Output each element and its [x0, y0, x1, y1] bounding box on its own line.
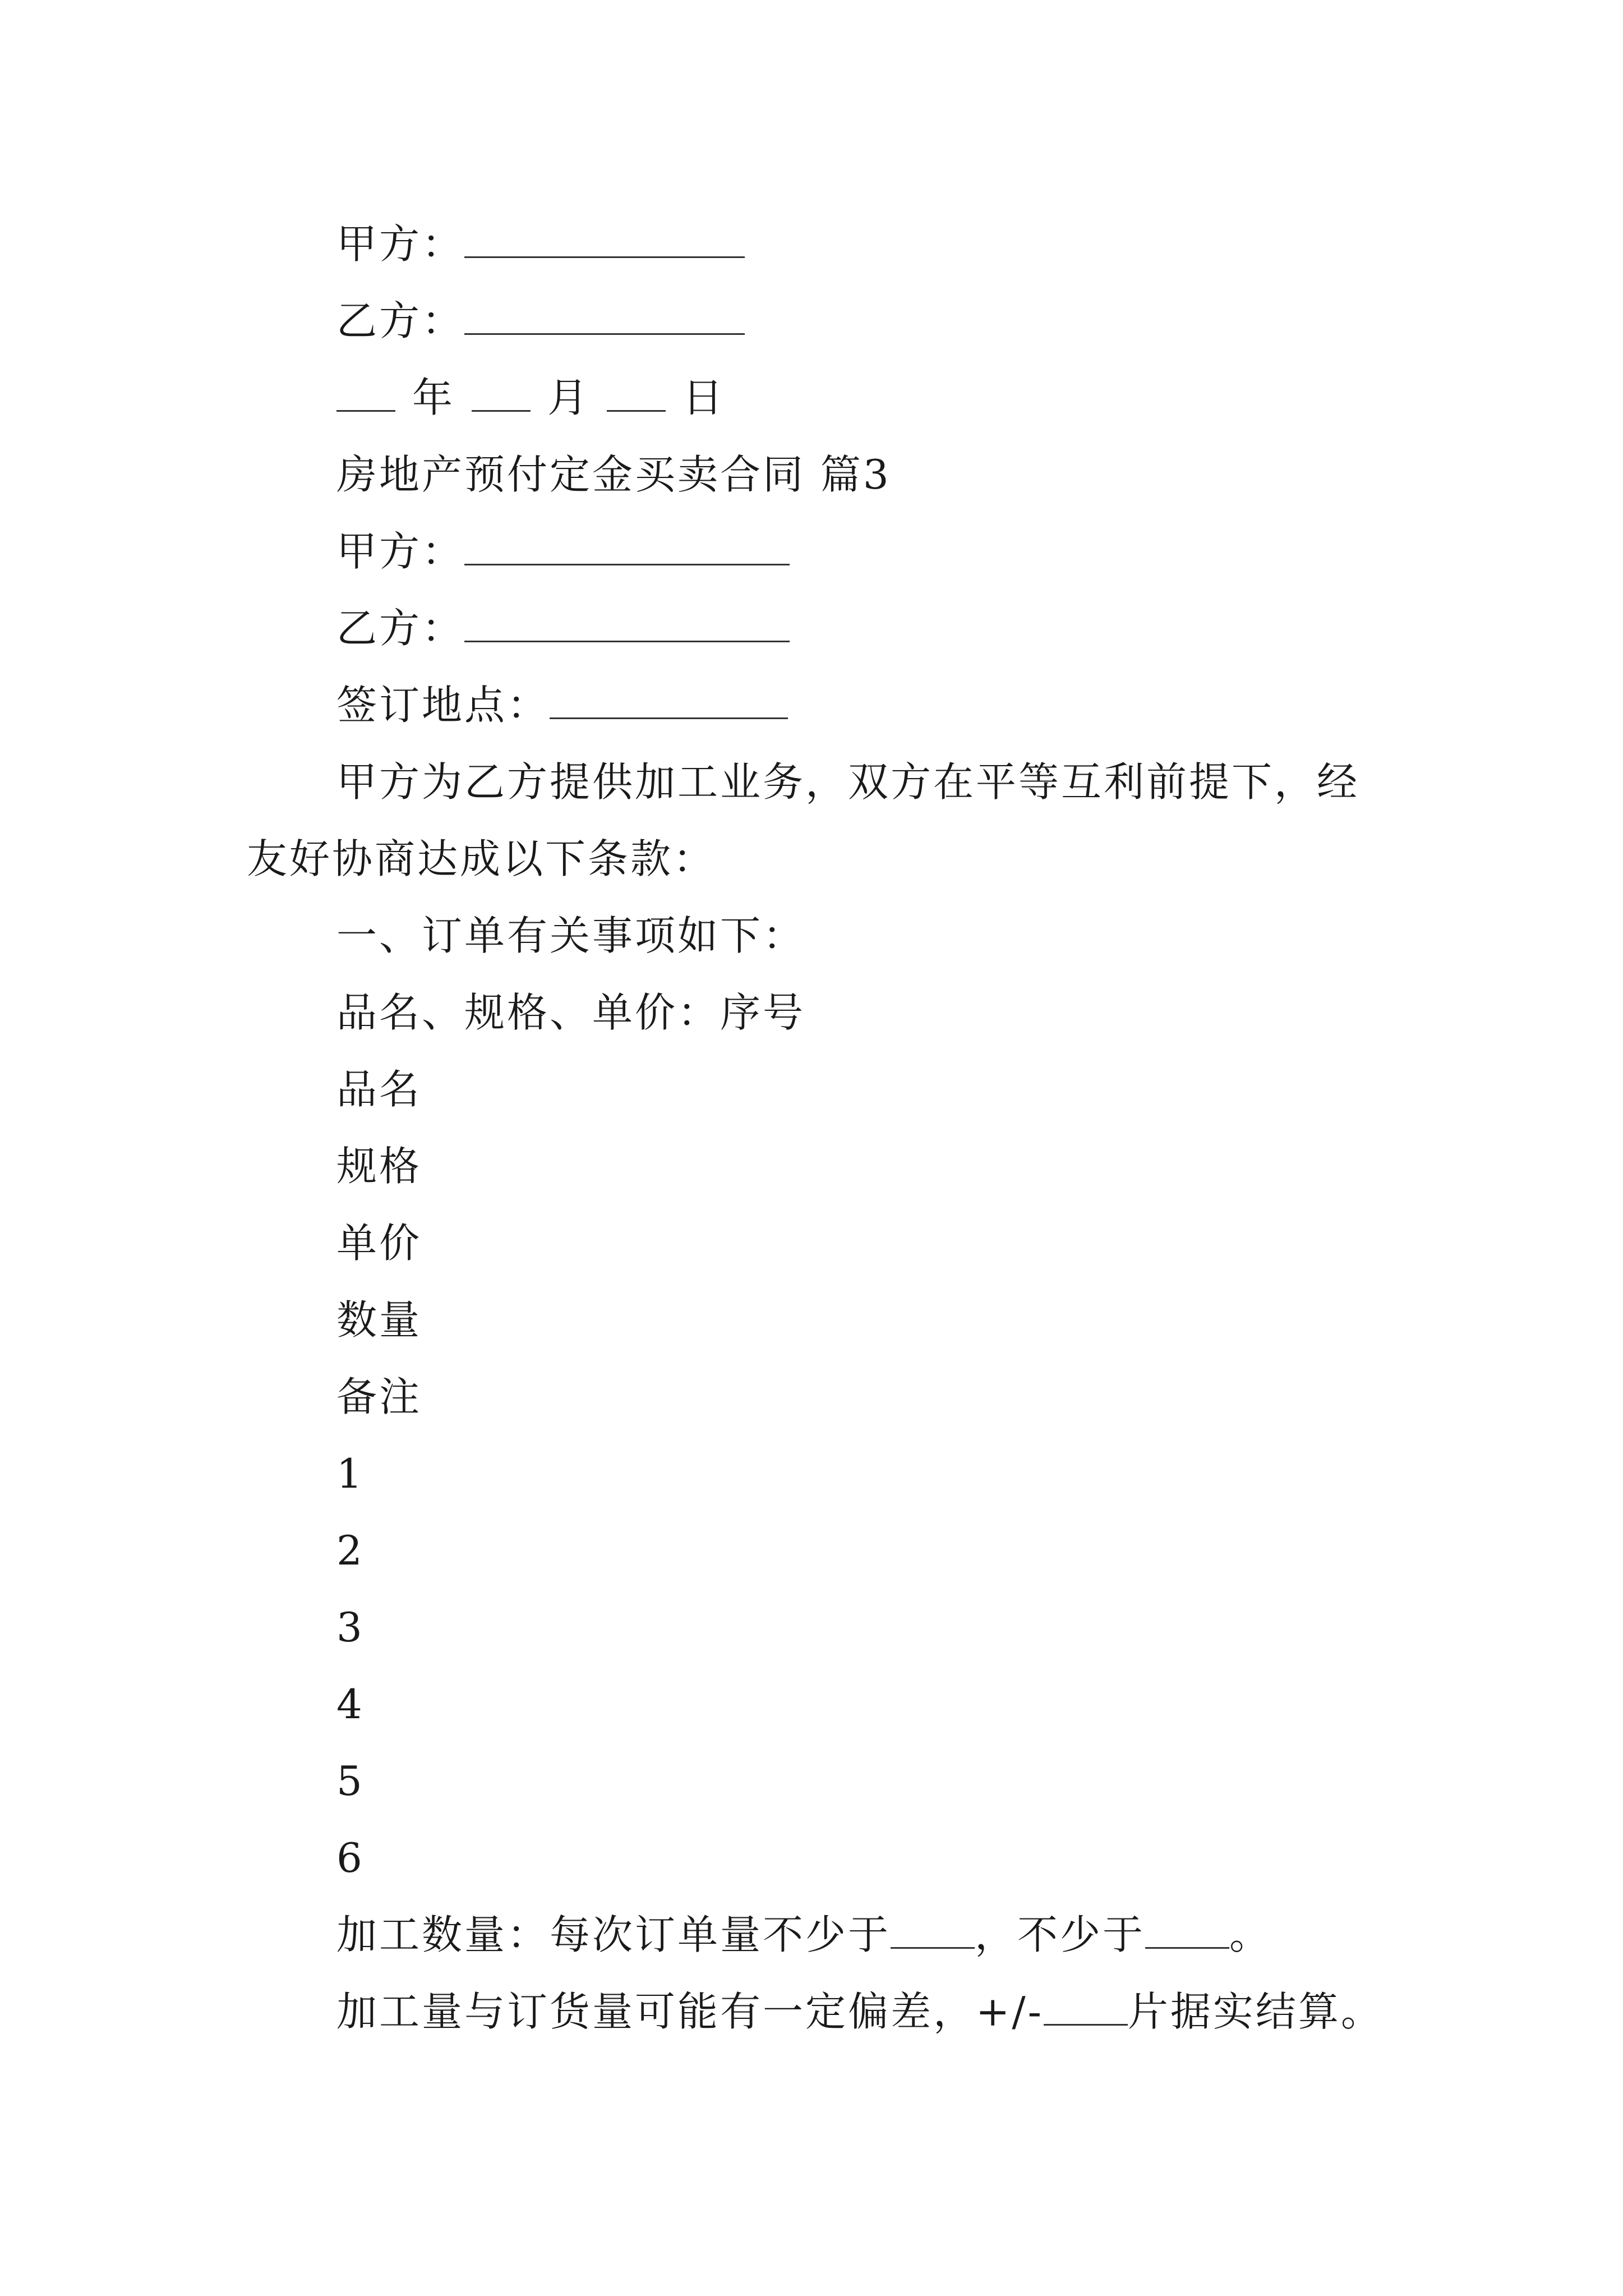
party-b-blank-2	[464, 609, 790, 642]
deviation-blank	[1044, 1993, 1128, 2026]
row-number: 1	[336, 1450, 365, 1497]
intro-paragraph-line-1: 甲方为乙方提供加工业务，双方在平等互利前提下，经	[336, 758, 1360, 806]
party-a-line-2	[336, 523, 790, 579]
row-number: 6	[336, 1834, 365, 1881]
month-blank	[472, 379, 531, 412]
quantity-blank-2	[1145, 1916, 1229, 1949]
party-b-line-1	[336, 293, 745, 349]
row-number: 5	[336, 1757, 365, 1805]
quantity-blank-1	[891, 1916, 975, 1949]
column-name: 品名	[336, 1066, 422, 1113]
party-b-line-2	[336, 600, 790, 656]
row-number: 4	[336, 1681, 365, 1728]
column-spec: 规格	[336, 1143, 422, 1190]
party-b-label: 乙方：	[336, 297, 465, 344]
party-b-blank	[464, 302, 745, 335]
party-a-blank	[464, 225, 745, 258]
quantity-clause	[336, 1907, 1272, 1963]
deviation-clause-prefix: 加工量与订货量可能有一定偏差，+/-	[336, 1988, 1044, 2035]
column-quantity: 数量	[336, 1296, 422, 1343]
month-label: 月	[547, 374, 591, 421]
year-label: 年	[412, 374, 455, 421]
section-heading: 一、订单有关事项如下：	[336, 912, 806, 959]
day-label: 日	[683, 374, 726, 421]
row-number: 2	[336, 1527, 365, 1574]
quantity-clause-mid: ，不少于	[975, 1911, 1146, 1958]
spec-label: 品名、规格、单价：序号	[336, 989, 806, 1036]
intro-paragraph-line-2: 友好协商达成以下条款：	[247, 835, 716, 882]
column-remarks: 备注	[336, 1373, 422, 1420]
column-price: 单价	[336, 1220, 422, 1267]
date-line	[336, 370, 725, 426]
quantity-clause-prefix: 加工数量：每次订单量不少于	[336, 1911, 891, 1958]
row-number: 3	[336, 1604, 365, 1651]
day-blank	[607, 379, 666, 412]
signing-place-line	[336, 677, 788, 733]
party-b-label-2: 乙方：	[336, 605, 465, 652]
party-a-line-1	[336, 216, 745, 272]
contract-title: 房地产预付定金买卖合同 篇3	[336, 451, 891, 498]
deviation-clause-suffix: 片据实结算。	[1127, 1988, 1384, 2035]
party-a-label-2: 甲方：	[336, 528, 465, 575]
deviation-clause	[336, 1984, 1384, 2040]
year-blank	[336, 379, 395, 412]
party-a-label: 甲方：	[336, 220, 465, 268]
party-a-blank-2	[464, 532, 790, 565]
signing-place-label: 签订地点：	[336, 682, 550, 729]
quantity-clause-suffix: 。	[1229, 1911, 1272, 1958]
signing-place-blank	[550, 686, 788, 719]
